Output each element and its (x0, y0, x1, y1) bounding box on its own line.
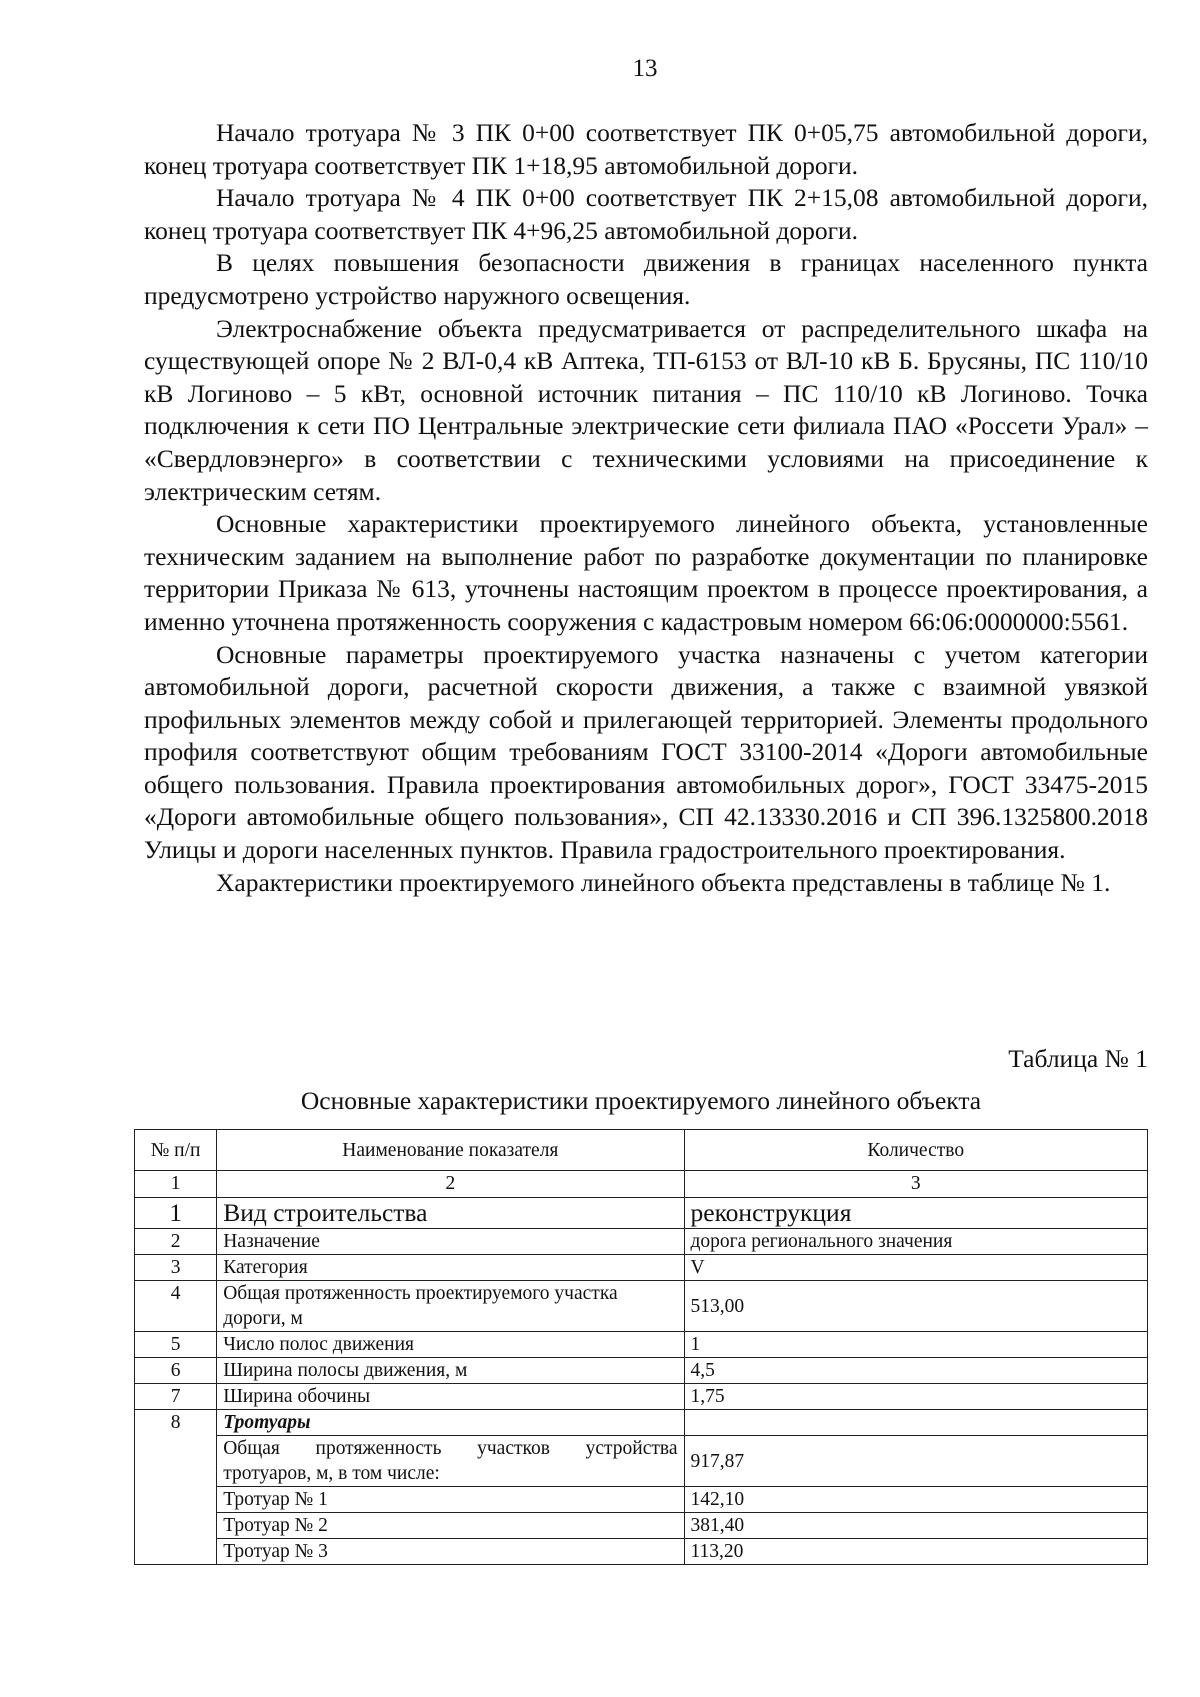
header-cell-number: № п/п (135, 1130, 217, 1171)
table-row (135, 1436, 1148, 1487)
row-value: 1 (684, 1332, 1147, 1358)
table-row (135, 1487, 1148, 1513)
row-number (135, 1487, 217, 1513)
row-number: 3 (135, 1255, 217, 1281)
paragraph: Начало тротуара № 3 ПК 0+00 соответствует ПК 0+05,75 автомобильной дороги, конец тротуара соответствует ПК 1+18,95 автомобильной дороги. (144, 118, 1148, 180)
row-number: 6 (135, 1358, 217, 1384)
row-number (135, 1513, 217, 1539)
table-row (135, 1332, 1148, 1358)
paragraph: Основные параметры проектируемого участка назначены с учетом категории автомобильной дороги, расчетной скорости движения, а также с взаимной увязкой профильных элементов между собой и прилегающей территорией. Элементы продольного профиля соответствуют общим требованиям ГОСТ 33100-2014 «Дороги автомобильные общего пользования. Правила проектирования автомобильных дорог», ГОСТ 33475-2015 «Дороги автомобильные общего пользования», СП 42.13330.2016 и СП 396.1325800.2018 Улицы и дороги населенных пунктов. Правила градостроительного проектирования. (144, 639, 1148, 865)
table-label: Таблица № 1 (1008, 1044, 1148, 1073)
table-row (135, 1513, 1148, 1539)
characteristics-table (134, 1129, 1148, 1565)
table-title: Основные характеристики проектируемого линейного объекта (300, 1086, 982, 1115)
column-number: 1 (135, 1171, 217, 1198)
header-cell-quantity: Количество (684, 1130, 1147, 1171)
row-name: Ширина обочины (217, 1384, 684, 1410)
paragraph: Характеристики проектируемого линейного объекта представлены в таблице № 1. (216, 867, 1111, 897)
table-row (135, 1384, 1148, 1410)
column-number: 2 (217, 1171, 684, 1198)
table-row (135, 1358, 1148, 1384)
row-value: 513,00 (684, 1281, 1147, 1332)
row-name: Тротуар № 2 (217, 1513, 684, 1539)
row-name: Общая протяженность участков устройства тротуаров, м, в том числе: (217, 1436, 684, 1487)
row-number (135, 1539, 217, 1565)
row-name: Тротуар № 3 (217, 1539, 684, 1565)
row-value: V (684, 1255, 1147, 1281)
row-number: 2 (135, 1229, 217, 1255)
row-value: реконструкция (684, 1198, 1147, 1229)
header-cell-name: Наименование показателя (217, 1130, 684, 1171)
table-row (135, 1539, 1148, 1565)
row-number: 8 (135, 1410, 217, 1436)
row-value: дорога регионального значения (684, 1229, 1147, 1255)
paragraph: Электроснабжение объекта предусматривается от распределительного шкафа на существующей опоре № 2 ВЛ-0,4 кВ Аптека, ТП-6153 от ВЛ-10 кВ Б. Брусяны, ПС 110/10 кВ Логиново – 5 кВт, основной источник питания – ПС 110/10 кВ Логиново. Точка подключения к сети ПО Центральные электрические сети филиала ПАО «Россети Урал» – «Свердловэнерго» в соответствии с техническими условиями на присоединение к электрическим сетям. (144, 313, 1148, 506)
table-row (135, 1281, 1148, 1332)
column-number-row (135, 1171, 1148, 1198)
row-number: 5 (135, 1332, 217, 1358)
row-name: Тротуары (217, 1410, 684, 1436)
column-number: 3 (684, 1171, 1147, 1198)
row-value: 1,75 (684, 1384, 1147, 1410)
row-value: 142,10 (684, 1487, 1147, 1513)
row-number: 4 (135, 1281, 217, 1332)
body-text (144, 117, 1148, 899)
row-number (135, 1436, 217, 1487)
row-value: 113,20 (684, 1539, 1147, 1565)
row-name: Число полос движения (217, 1332, 684, 1358)
row-value (684, 1410, 1147, 1436)
row-name: Вид строительства (217, 1198, 684, 1229)
row-number: 1 (135, 1198, 217, 1229)
row-number: 7 (135, 1384, 217, 1410)
row-value: 917,87 (684, 1436, 1147, 1487)
table-row (135, 1229, 1148, 1255)
row-name: Категория (217, 1255, 684, 1281)
row-name: Тротуар № 1 (217, 1487, 684, 1513)
paragraph: Начало тротуара № 4 ПК 0+00 соответствует ПК 2+15,08 автомобильной дороги, конец тротуара соответствует ПК 4+96,25 автомобильной дороги. (144, 183, 1148, 245)
table-header-row (135, 1130, 1148, 1171)
table-row (135, 1198, 1148, 1229)
table-row (135, 1410, 1148, 1436)
row-name: Назначение (217, 1229, 684, 1255)
row-name: Ширина полосы движения, м (217, 1358, 684, 1384)
row-value: 4,5 (684, 1358, 1147, 1384)
paragraph: Основные характеристики проектируемого линейного объекта, установленные техническим заданием на выполнение работ по разработке документации по планировке территории Приказа № 613, уточнены настоящим проектом в процессе проектирования, а именно уточнена протяженность сооружения с кадастровым номером 66:06:0000000:5561. (144, 509, 1148, 636)
table-row (135, 1255, 1148, 1281)
page-number: 13 (632, 55, 658, 82)
paragraph: В целях повышения безопасности движения в границах населенного пункта предусмотрено устройство наружного освещения. (144, 248, 1148, 310)
row-value: 381,40 (684, 1513, 1147, 1539)
row-name: Общая протяженность проектируемого участка дороги, м (217, 1281, 684, 1332)
